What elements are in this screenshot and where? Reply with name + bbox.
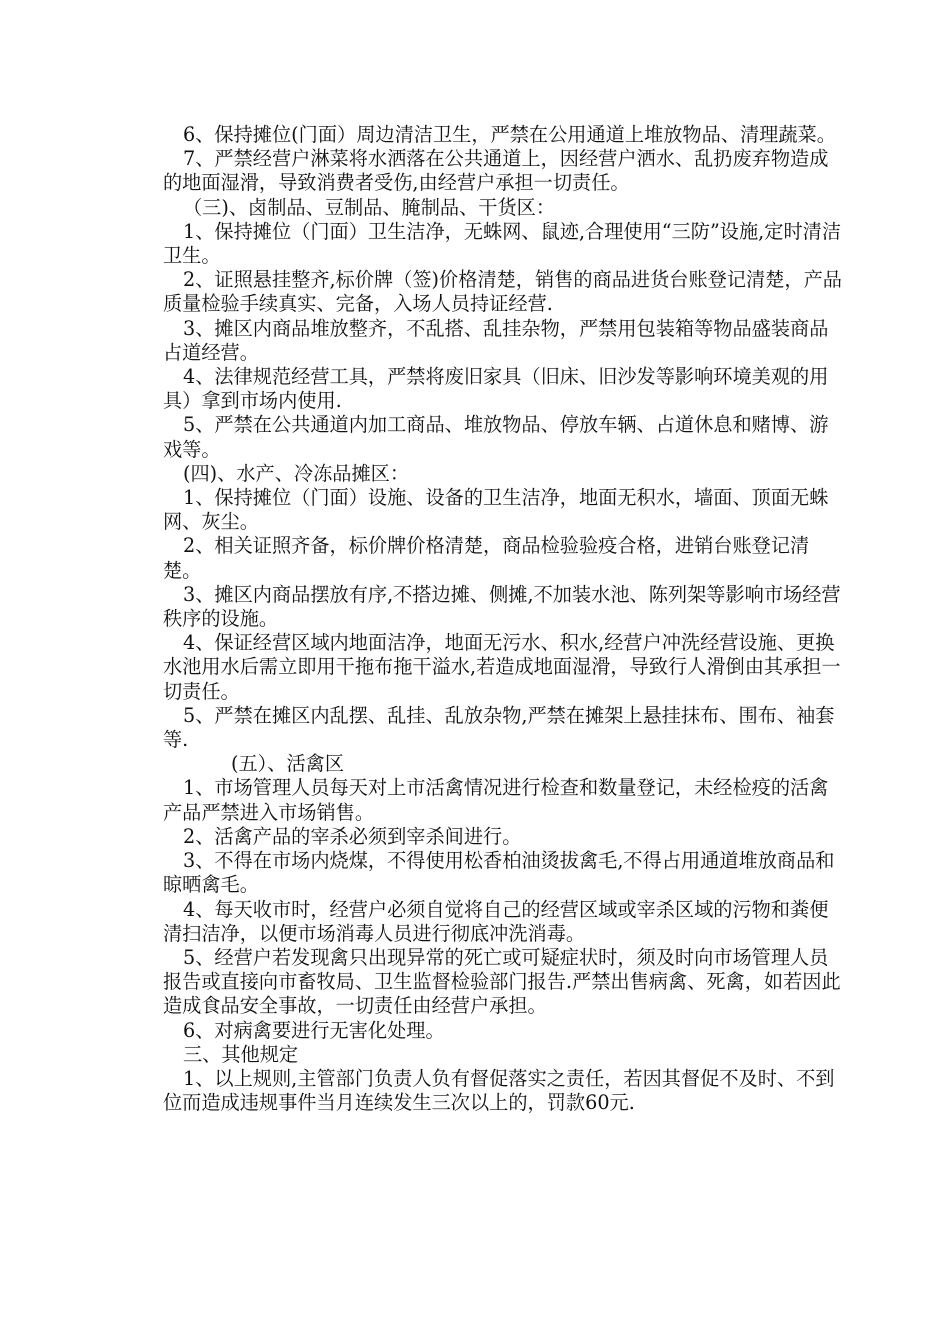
paragraph: 1、保持摊位（门面）卫生洁净，无蛛网、鼠迹,合理使用“三防”设施,定时清洁卫生。 [163, 219, 842, 268]
paragraph: 4、保证经营区域内地面洁净，地面无污水、积水,经营户冲洗经营设施、更换水池用水后需立即用干拖布拖干溢水,若造成地面湿滑，导致行人滑倒由其承担一切责任。 [163, 631, 841, 703]
section-heading: (四)、水产、冷冻品摊区： [183, 461, 410, 485]
paragraph: 2、相关证照齐备，标价牌价格清楚，商品检验验疫合格，进销台账登记清楚。 [163, 534, 810, 582]
paragraph: 2、证照悬挂整齐,标价牌（签)价格清楚，销售的商品进货台账登记清楚，产品质量检验手续真实、完备，入场人员持证经营. [163, 268, 842, 316]
paragraph: 6、保持摊位(门面）周边清洁卫生，严禁在公用通道上堆放物品、清理蔬菜。 [183, 123, 836, 146]
paragraph: 3、摊区内商品摆放有序,不搭边摊、侧摊,不加装水池、陈列架等影响市场经营秩序的设施。 [163, 582, 841, 631]
section-heading: (五）、活禽区 [231, 752, 345, 776]
paragraph: 5、严禁在公共通道内加工商品、堆放物品、停放车辆、占道休息和赌博、游戏等。 [163, 413, 829, 461]
paragraph: 6、对病禽要进行无害化处理。 [183, 1018, 445, 1042]
paragraph: 4、法律规范经营工具，严禁将废旧家具（旧床、旧沙发等影响环境美观的用具）拿到市场内使用. [163, 365, 829, 413]
document-body [163, 123, 843, 1115]
paragraph: 2、活禽产品的宰杀必须到宰杀间进行。 [183, 824, 522, 848]
paragraph: 5、严禁在摊区内乱摆、乱挂、乱放杂物,严禁在摊架上悬挂抹布、围布、袖套等. [163, 703, 835, 752]
paragraph: 1、保持摊位（门面）设施、设备的卫生洁净，地面无积水，墙面、顶面无蛛网、灰尘。 [163, 486, 829, 534]
section-heading: 三、其他规定 [183, 1042, 299, 1066]
paragraph: 4、每天收市时，经营户必须自觉将自己的经营区域或宰杀区域的污物和粪便清扫洁净，以便市场消毒人员进行彻底冲洗消毒。 [163, 897, 829, 945]
paragraph: 3、不得在市场内烧煤，不得使用松香柏油烫拔禽毛,不得占用通道堆放商品和晾晒禽毛。 [163, 849, 835, 897]
paragraph: 1、市场管理人员每天对上市活禽情况进行检查和数量登记，未经检疫的活禽产品严禁进入市场销售。 [163, 776, 829, 824]
section-heading: （三)、卤制品、豆制品、腌制品、干货区： [183, 195, 556, 219]
paragraph: 3、摊区内商品堆放整齐，不乱搭、乱挂杂物，严禁用包装箱等物品盛装商品占道经营。 [163, 316, 829, 364]
paragraph: 7、严禁经营户淋菜将水洒落在公共通道上，因经营户洒水、乱扔废弃物造成的地面湿滑，导致消费者受伤,由经营户承担一切责任。 [163, 147, 829, 195]
paragraph: 1、以上规则,主管部门负责人负有督促落实之责任，若因其督促不及时、不到位而造成违规事件当月连续发生三次以上的，罚款60元. [163, 1066, 835, 1115]
paragraph: 5、经营户若发现禽只出现异常的死亡或可疑症状时，须及时向市场管理人员报告或直接向市畜牧局、卫生监督检验部门报告.严禁出售病禽、死禽，如若因此造成食品安全事故，一切责任由经营户承担。 [163, 945, 841, 1018]
